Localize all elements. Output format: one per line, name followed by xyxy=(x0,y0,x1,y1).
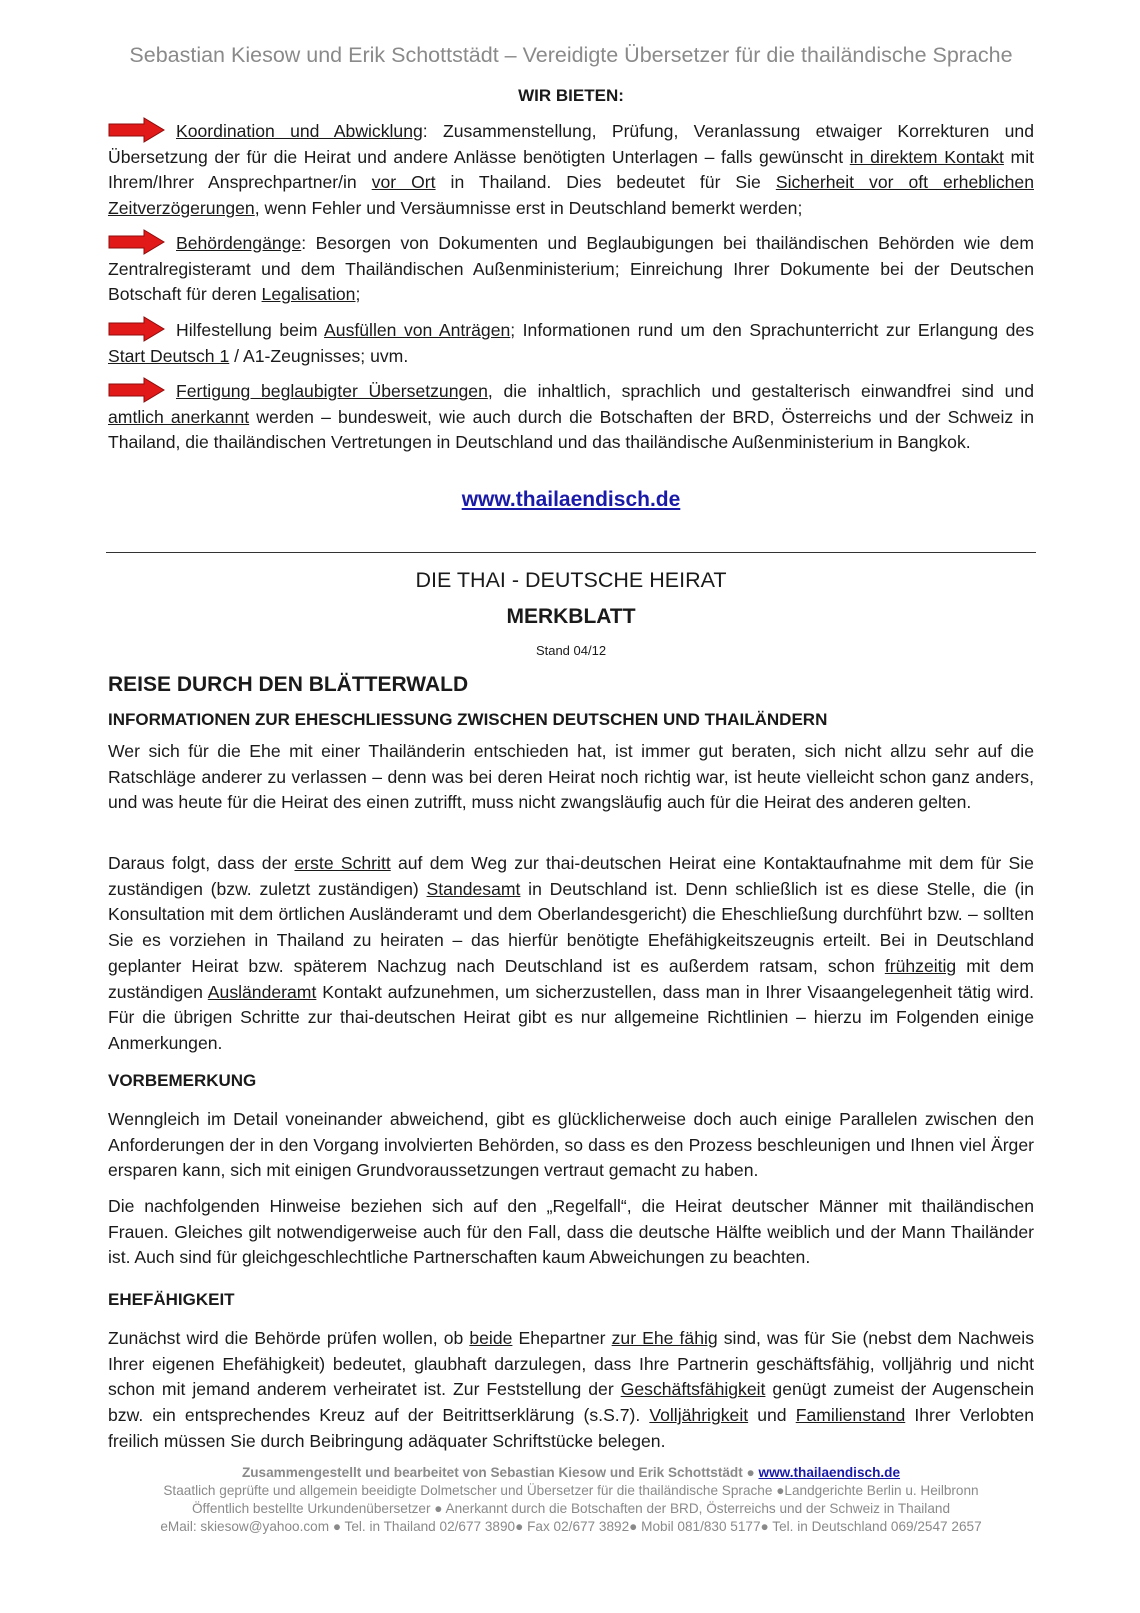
red-arrow-icon xyxy=(108,377,166,403)
offer-text: werden – bundesweit, wie auch durch die Botschaften der BRD, Österreichs und der Schweiz in Thailand, die thailändischen Vertretungen in Deutschland und das thailändische Außenministerium in Bangkok. xyxy=(108,406,1034,453)
offer-text: : Zusammenstellung, Prüfung, Veranlassung etwaiger Korrekturen und Übersetzung der für die Heirat und andere Anlässe benötigten Unterlagen – falls gewünscht xyxy=(108,121,1034,167)
offer-text: ; Informationen rund um den Sprachunterricht zur Erlangung des xyxy=(510,320,1034,340)
offer-item-lead: Behördengänge xyxy=(176,233,302,253)
footer-line-3: Öffentlich bestellte Urkundenübersetzer ● Anerkannt durch die Botschaften der BRD, Österreichs und der Schweiz in Thailand xyxy=(191,1501,951,1516)
para-text: Zunächst wird die Behörde prüfen wollen, ob xyxy=(108,1328,470,1348)
offer-underline: vor Ort xyxy=(371,172,436,193)
offer-text: mit Ihrem/Ihrer Ansprechpartner/in xyxy=(108,146,1034,193)
para-underline: Geschäftsfähigkeit xyxy=(620,1379,766,1400)
offer-underline: Sicherheit vor oft erheblichen Zeitverzögerungen xyxy=(108,172,1034,219)
doc-title: DIE THAI - DEUTSCHE HEIRAT xyxy=(415,568,727,592)
section-vorbemerkung: VORBEMERKUNG xyxy=(108,1071,257,1090)
red-arrow-icon xyxy=(108,229,166,255)
offer-underline: Legalisation xyxy=(261,284,356,305)
offer-title: WIR BIETEN: xyxy=(518,86,624,105)
section-subheading: INFORMATIONEN ZUR EHESCHLIESSUNG ZWISCHEN DEUTSCHEN UND THAILÄNDERN xyxy=(108,710,828,729)
footer-credit: Zusammengestellt und bearbeitet von Sebastian Kiesow und Erik Schottstädt ● xyxy=(241,1465,759,1480)
footer-website-link[interactable]: www.thailaendisch.de xyxy=(758,1465,901,1480)
doc-stand: Stand 04/12 xyxy=(535,643,607,658)
footer-line-4: eMail: skiesow@yahoo.com ● Tel. in Thailand 02/677 3890● Fax 02/677 3892● Mobil 081/830 5177● Tel. in Deutschland 069/2547 2657 xyxy=(160,1519,982,1534)
offer-item-lead: Koordination und Abwicklung xyxy=(176,121,423,141)
section-ehefaehigkeit: EHEFÄHIGKEIT xyxy=(108,1290,235,1309)
offer-underline: Ausfüllen von Anträgen xyxy=(324,320,511,340)
offer-text: / A1-Zeugnisses; uvm. xyxy=(229,345,409,366)
footer-line-2: Staatlich geprüfte und allgemein beeidigte Dolmetscher und Übersetzer für die thailändische Sprache ●Landgerichte Berlin u. Heilbronn xyxy=(163,1483,979,1498)
para-underline: beide xyxy=(469,1328,513,1348)
offer-text: ; xyxy=(355,284,361,305)
para-text: mit dem zuständigen xyxy=(108,955,1034,1002)
divider xyxy=(106,552,1036,553)
paragraph-vorbemerkung: Wenngleich im Detail voneinander abweichend, gibt es glücklicherweise doch auch einige Parallelen zwischen den Anforderungen der in den Vorgang involvierten Behörden, so dass es den Prozess beschleunigen und Ihnen viel Ärger ersparen kann, sich mit einigen Grundvoraussetzungen vertraut gemacht zu haben. xyxy=(108,1109,1034,1181)
para-underline: Volljährigkeit xyxy=(649,1405,749,1426)
para-underline: Standesamt xyxy=(426,878,521,899)
offer-text: , wenn Fehler und Versäumnisse erst in Deutschland bemerkt werden; xyxy=(254,198,803,219)
offer-text: Hilfestellung beim xyxy=(176,320,325,340)
offer-item xyxy=(108,377,1034,456)
paragraph-regelfall: Die nachfolgenden Hinweise beziehen sich auf den „Regelfall“, die Heirat deutscher Männer mit thailändischen Frauen. Gleiches gilt notwendigerweise auch für den Fall, dass die deutsche Hälfte weiblich und der Mann Thailänder ist. Auch sind für gleichgeschlechtliche Partnerschaften kaum Abweichungen zu beachten. xyxy=(108,1196,1034,1268)
para-underline: frühzeitig xyxy=(884,955,957,976)
para-underline: erste Schritt xyxy=(294,853,391,873)
para-underline: Familienstand xyxy=(795,1405,906,1426)
paragraph-first-step xyxy=(108,851,1034,1057)
para-text: und xyxy=(748,1405,796,1426)
offer-item-lead: Fertigung beglaubigter Übersetzungen xyxy=(176,381,488,401)
red-arrow-icon xyxy=(108,316,166,342)
red-arrow-icon xyxy=(108,117,166,143)
para-underline: zur Ehe fähig xyxy=(611,1328,718,1348)
offer-text: : Besorgen von Dokumenten und Beglaubigungen bei thailändischen Behörden wie dem Zentralregisteramt und dem Thailändischen Außenministerium; Einreichung Ihrer Dokumente bei der Deutschen Botschaft für deren xyxy=(108,233,1034,305)
para-text: in Deutschland ist. Denn schließlich ist es diese Stelle, die (in Konsultation mit dem örtlichen Ausländeramt und dem Oberlandesgericht) die Eheschließung durchführt bzw. – sollten Sie es vorziehen in Thailand zu heiraten – das hierfür benötigte Ehefähigkeitszeugnis erteilt. Bei in Deutschland geplanter Heirat bzw. späterem Nachzug nach Deutschland ist es außerdem ratsam, schon xyxy=(108,878,1035,976)
section-heading: REISE DURCH DEN BLÄTTERWALD xyxy=(108,673,469,696)
offer-underline: Start Deutsch 1 xyxy=(108,345,230,366)
page-footer xyxy=(108,1464,1034,1536)
offer-item xyxy=(108,229,1034,308)
offer-underline: amtlich anerkannt xyxy=(108,406,250,427)
paragraph-intro: Wer sich für die Ehe mit einer Thailänderin entschieden hat, ist immer gut beraten, sich nicht allzu sehr auf die Ratschläge anderer zu verlassen – denn was bei deren Heirat noch richtig war, ist heute vielleicht schon ganz anders, und was heute für die Heirat des einen zutrifft, muss nicht zwangsläufig auch für die Heirat des anderen gelten. xyxy=(108,741,1034,813)
footer-line-1 xyxy=(108,1464,1034,1482)
website-link[interactable]: www.thailaendisch.de xyxy=(461,488,681,511)
offer-text: in Thailand. Dies bedeutet für Sie xyxy=(435,172,776,193)
offer-item xyxy=(108,316,1034,369)
offer-item xyxy=(108,117,1034,222)
offer-text: , die inhaltlich, sprachlich und gestalterisch einwandfrei sind und xyxy=(487,381,1034,401)
page-header: Sebastian Kiesow und Erik Schottstädt – Vereidigte Übersetzer für die thailändische Sprache xyxy=(129,43,1013,67)
para-text: Ehepartner xyxy=(512,1328,612,1348)
para-text: genügt zumeist der Augenschein bzw. ein entsprechendes Kreuz auf der Beitrittserklärung (s.S.7). xyxy=(108,1379,1034,1426)
para-underline: Ausländeramt xyxy=(207,981,317,1002)
doc-subtitle: MERKBLATT xyxy=(506,605,636,628)
para-text: auf dem Weg zur thai-deutschen Heirat eine Kontaktaufnahme mit dem für Sie zuständigen (bzw. zuletzt zuständigen) xyxy=(108,853,1034,899)
paragraph-ehefaehigkeit xyxy=(108,1326,1034,1455)
para-text: sind, was für Sie (nebst dem Nachweis Ihrer eigenen Ehefähigkeit) bedeutet, glaubhaft darzulegen, dass Ihre Partnerin geschäftsfähig, volljährig und nicht schon mit jemand anderem verheiratet ist. Zur Feststellung der xyxy=(108,1328,1034,1400)
para-text: Kontakt aufzunehmen, um sicherzustellen, dass man in Ihrer Visaangelegenheit tätig wird. Für die übrigen Schritte zur thai-deutschen Heirat gibt es nur allgemeine Richtlinien – hierzu im Folgenden einige Anmerkungen. xyxy=(108,981,1034,1053)
para-text: Daraus folgt, dass der xyxy=(108,853,295,873)
para-text: Ihrer Verlobten freilich müssen Sie durch Beibringung adäquater Schriftstücke belegen. xyxy=(108,1405,1034,1451)
offer-underline: in direktem Kontakt xyxy=(849,146,1004,167)
